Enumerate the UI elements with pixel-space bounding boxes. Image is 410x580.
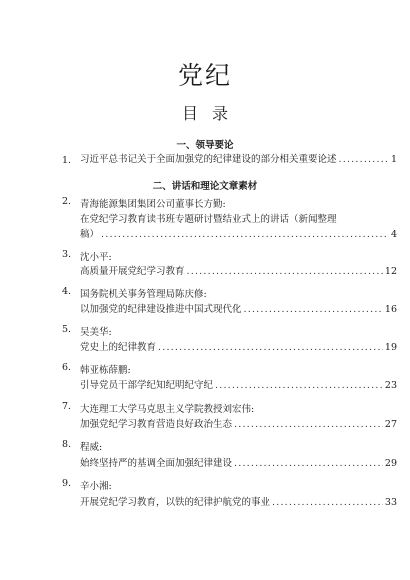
- entry-author: 辛小湘:: [80, 481, 112, 492]
- entry-author: 程威:: [80, 442, 103, 453]
- entry-title-line1[interactable]: 在党纪学习教育读书班专题研讨暨结业式上的讲话（新闻整理: [80, 214, 337, 225]
- leader-dots: [234, 419, 383, 431]
- entry-title: 加强党纪学习教育营造良好政治生态: [80, 419, 233, 430]
- entry-number: 7.: [62, 401, 72, 412]
- section-heading-1: 一、领导要论: [176, 140, 234, 151]
- entry-number: 8.: [62, 439, 72, 450]
- entry-author: 大连理工大学马克思主义学院教授刘宏伟:: [80, 404, 255, 415]
- toc-entry-5[interactable]: [80, 342, 397, 354]
- leader-dots: [101, 229, 389, 241]
- entry-title: 引导党员干部学纪知纪明纪守纪: [80, 380, 214, 391]
- entry-number: 6.: [62, 362, 72, 373]
- entry-title: 始终坚持严的基调全面加强纪律建设: [80, 458, 233, 469]
- toc-entry-1[interactable]: [80, 154, 397, 166]
- page-number: 16: [384, 304, 397, 315]
- entry-author: 韩亚栋薛鹏:: [80, 365, 131, 376]
- entry-title: 稿）: [80, 229, 100, 240]
- leader-dots: [234, 458, 383, 470]
- entry-number: 3.: [62, 249, 72, 260]
- page-number: 27: [384, 419, 397, 430]
- toc-entry-9[interactable]: [80, 497, 397, 509]
- page-number: 19: [384, 342, 397, 353]
- entry-author: 吴美华:: [80, 327, 112, 338]
- entry-title: 习近平总书记关于全面加强党的纪律建设的部分相关重要论述: [80, 154, 337, 165]
- entry-author: 国务院机关事务管理局陈庆修:: [80, 289, 207, 300]
- entry-title: 高质量开展党纪学习教育: [80, 266, 185, 277]
- entry-number: 1.: [62, 155, 72, 166]
- entry-author: 沈小平:: [80, 252, 112, 263]
- document-title: 党纪: [177, 61, 232, 90]
- page-number: 1: [390, 154, 397, 165]
- entry-number: 5.: [62, 324, 72, 335]
- section-heading-2: 二、讲话和理论文章素材: [152, 181, 258, 192]
- toc-entry-6[interactable]: [80, 380, 397, 392]
- entry-number: 9.: [62, 478, 72, 489]
- leader-dots: [158, 342, 383, 354]
- page-number: 12: [384, 266, 397, 277]
- leader-dots: [339, 154, 389, 166]
- toc-entry-2[interactable]: [80, 229, 397, 241]
- toc-entry-7[interactable]: [80, 419, 397, 431]
- leader-dots: [187, 266, 383, 278]
- toc-entry-4[interactable]: [80, 304, 397, 316]
- leader-dots: [215, 380, 383, 392]
- entry-number: 4.: [62, 286, 72, 297]
- toc-entry-8[interactable]: [80, 458, 397, 470]
- entry-title: 党史上的纪律教育: [80, 342, 157, 353]
- leader-dots: [272, 497, 383, 509]
- entry-number: 2.: [62, 196, 72, 207]
- entry-author: 青海能源集团集团公司董事长方勤:: [80, 199, 226, 210]
- page-number: 4: [390, 229, 397, 240]
- page-number: 33: [384, 497, 397, 508]
- leader-dots: [244, 304, 383, 316]
- toc-heading: 目录: [181, 104, 242, 123]
- entry-title: 开展党纪学习教育，以铁的纪律护航党的事业: [80, 497, 271, 508]
- page-number: 23: [384, 380, 397, 391]
- toc-entry-3[interactable]: [80, 266, 397, 278]
- entry-title: 以加强党的纪律建设推进中国式现代化: [80, 304, 242, 315]
- page-number: 29: [384, 458, 397, 469]
